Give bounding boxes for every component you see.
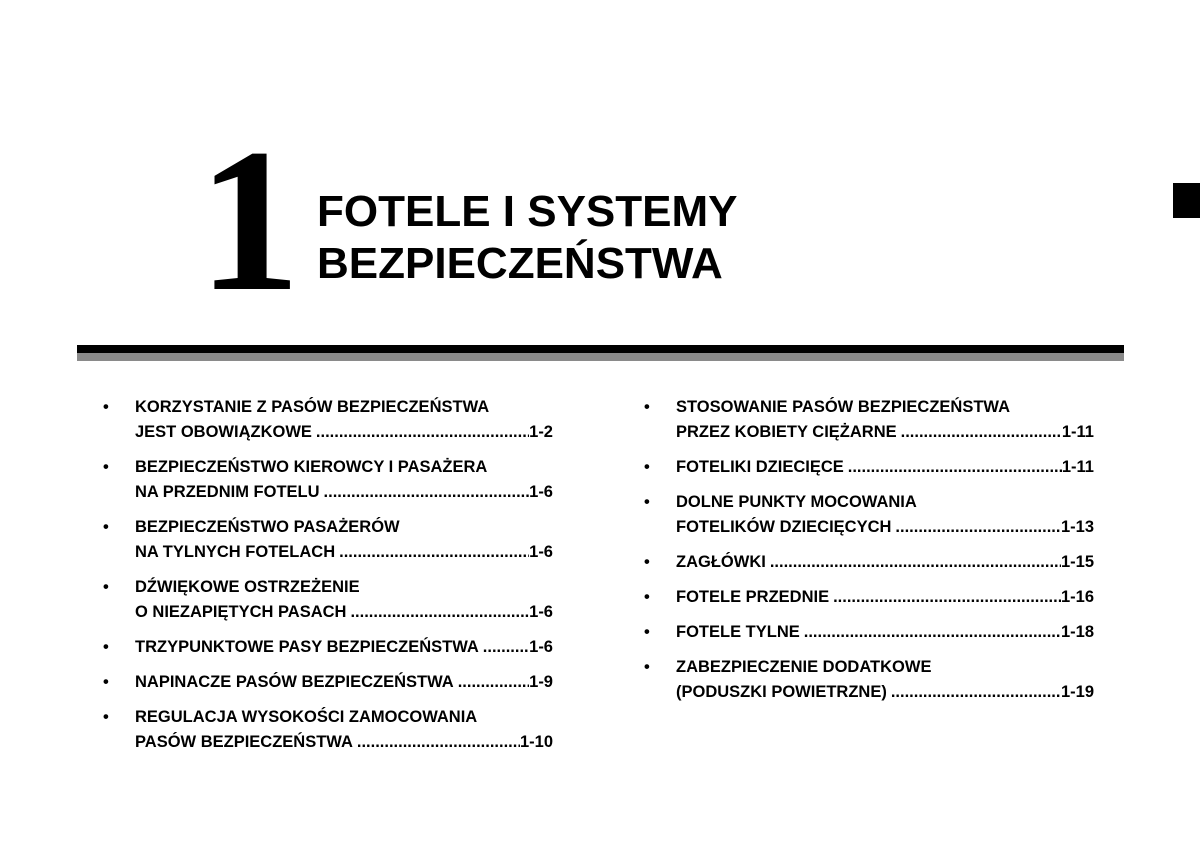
toc-page-number: 1-6	[529, 543, 553, 561]
bullet-icon: •	[644, 493, 650, 511]
toc-entry-leader-line	[676, 620, 1094, 645]
dot-leader	[357, 730, 520, 755]
bullet-icon: •	[644, 458, 650, 476]
toc-entry-title: NA PRZEDNIM FOTELU	[135, 483, 320, 501]
bullet-icon: •	[103, 638, 109, 656]
bullet-icon: •	[644, 588, 650, 606]
toc-entry-leader-line	[676, 515, 1094, 540]
chapter-title	[317, 186, 738, 290]
dot-leader	[339, 540, 529, 565]
toc-entry-title-line1: KORZYSTANIE Z PASÓW BEZPIECZEŃSTWA	[135, 398, 490, 416]
dot-leader	[770, 550, 1061, 575]
toc-entry[interactable]	[644, 550, 1094, 575]
toc-entry[interactable]	[644, 620, 1094, 645]
toc-entry-title: FOTELIKI DZIECIĘCE	[676, 458, 844, 476]
toc-entry[interactable]	[103, 575, 553, 625]
dot-leader	[833, 585, 1061, 610]
bullet-icon: •	[103, 398, 109, 416]
dot-leader	[483, 635, 529, 660]
toc-entry[interactable]	[644, 455, 1094, 480]
bullet-icon: •	[103, 673, 109, 691]
toc-entry-title: ZAGŁÓWKI	[676, 553, 766, 571]
toc-entry-title: FOTELE TYLNE	[676, 623, 800, 641]
toc-entry-leader-line	[676, 585, 1094, 610]
toc-entry-leader-line	[135, 540, 553, 565]
bullet-icon: •	[644, 553, 650, 571]
toc-entry-title: PASÓW BEZPIECZEŃSTWA	[135, 733, 353, 751]
chapter-tab-marker	[1173, 183, 1200, 218]
toc-entry-title: (PODUSZKI POWIETRZNE)	[676, 683, 887, 701]
toc-entry-title-line1: ZABEZPIECZENIE DODATKOWE	[676, 658, 932, 676]
toc-entry-title-line1: DŹWIĘKOWE OSTRZEŻENIE	[135, 578, 360, 596]
toc-entry-leader-line	[135, 600, 553, 625]
toc-entry-title: NAPINACZE PASÓW BEZPIECZEŃSTWA	[135, 673, 454, 691]
dot-leader	[316, 420, 529, 445]
toc-entry-title: TRZYPUNKTOWE PASY BEZPIECZEŃSTWA	[135, 638, 479, 656]
toc-entry-leader-line	[676, 455, 1094, 480]
dot-leader	[895, 515, 1061, 540]
toc-page-number: 1-6	[529, 483, 553, 501]
toc-page-number: 1-2	[529, 423, 553, 441]
dot-leader	[891, 680, 1061, 705]
chapter-title-line2: BEZPIECZEŃSTWA	[317, 239, 723, 288]
dot-leader	[350, 600, 529, 625]
toc-page-number: 1-13	[1060, 518, 1094, 536]
toc-entry-title: JEST OBOWIĄZKOWE	[135, 423, 312, 441]
toc-page-number: 1-19	[1060, 683, 1094, 701]
toc-page-number: 1-6	[529, 603, 553, 621]
toc-entry-leader-line	[135, 730, 553, 755]
toc-entry[interactable]	[103, 395, 553, 445]
toc-entry-title: PRZEZ KOBIETY CIĘŻARNE	[676, 423, 897, 441]
toc-entry-title: FOTELIKÓW DZIECIĘCYCH	[676, 518, 892, 536]
dot-leader	[458, 670, 529, 695]
toc-entry[interactable]	[644, 395, 1094, 445]
toc-entry-leader-line	[135, 670, 553, 695]
bullet-icon: •	[103, 708, 109, 726]
toc-entry-leader-line	[676, 550, 1094, 575]
toc-entry-title: NA TYLNYCH FOTELACH	[135, 543, 336, 561]
bullet-icon: •	[644, 623, 650, 641]
toc-page-number: 1-11	[1061, 423, 1094, 441]
dot-leader	[848, 455, 1062, 480]
bullet-icon: •	[644, 398, 650, 416]
toc-page-number: 1-6	[529, 638, 553, 656]
toc-entry-title-line1: DOLNE PUNKTY MOCOWANIA	[676, 493, 917, 511]
toc-page-number: 1-11	[1061, 458, 1094, 476]
toc-entry[interactable]	[644, 490, 1094, 540]
toc-right-column	[644, 395, 1094, 715]
toc-entry[interactable]	[103, 705, 553, 755]
chapter-number: 1	[198, 107, 297, 334]
toc-left-column	[103, 395, 553, 765]
toc-entry[interactable]	[103, 455, 553, 505]
toc-entry-title-line1: REGULACJA WYSOKOŚCI ZAMOCOWANIA	[135, 708, 478, 726]
header-divider	[77, 345, 1124, 353]
toc-entry-leader-line	[676, 420, 1094, 445]
chapter-title-line1: FOTELE I SYSTEMY	[317, 187, 738, 236]
toc-page-number: 1-18	[1060, 623, 1094, 641]
toc-entry-title-line1: BEZPIECZEŃSTWO PASAŻERÓW	[135, 518, 400, 536]
toc-page-number: 1-16	[1060, 588, 1094, 606]
dot-leader	[804, 620, 1061, 645]
bullet-icon: •	[103, 578, 109, 596]
toc-entry-leader-line	[135, 420, 553, 445]
dot-leader	[901, 420, 1062, 445]
toc-entry-leader-line	[135, 635, 553, 660]
toc-entry[interactable]	[103, 635, 553, 660]
toc-entry[interactable]	[103, 670, 553, 695]
toc-entry[interactable]	[644, 655, 1094, 705]
toc-entry-title: O NIEZAPIĘTYCH PASACH	[135, 603, 347, 621]
toc-page-number: 1-10	[519, 733, 553, 751]
dot-leader	[324, 480, 530, 505]
toc-entry-title-line1: BEZPIECZEŃSTWO KIEROWCY I PASAŻERA	[135, 458, 488, 476]
toc-entry-leader-line	[676, 680, 1094, 705]
toc-page-number: 1-15	[1060, 553, 1094, 571]
toc-entry-leader-line	[135, 480, 553, 505]
bullet-icon: •	[103, 518, 109, 536]
bullet-icon: •	[103, 458, 109, 476]
toc-entry-title: FOTELE PRZEDNIE	[676, 588, 830, 606]
toc-entry-title-line1: STOSOWANIE PASÓW BEZPIECZEŃSTWA	[676, 398, 1010, 416]
toc-page-number: 1-9	[529, 673, 553, 691]
bullet-icon: •	[644, 658, 650, 676]
toc-entry[interactable]	[103, 515, 553, 565]
toc-entry[interactable]	[644, 585, 1094, 610]
header-divider-shadow	[77, 353, 1124, 361]
